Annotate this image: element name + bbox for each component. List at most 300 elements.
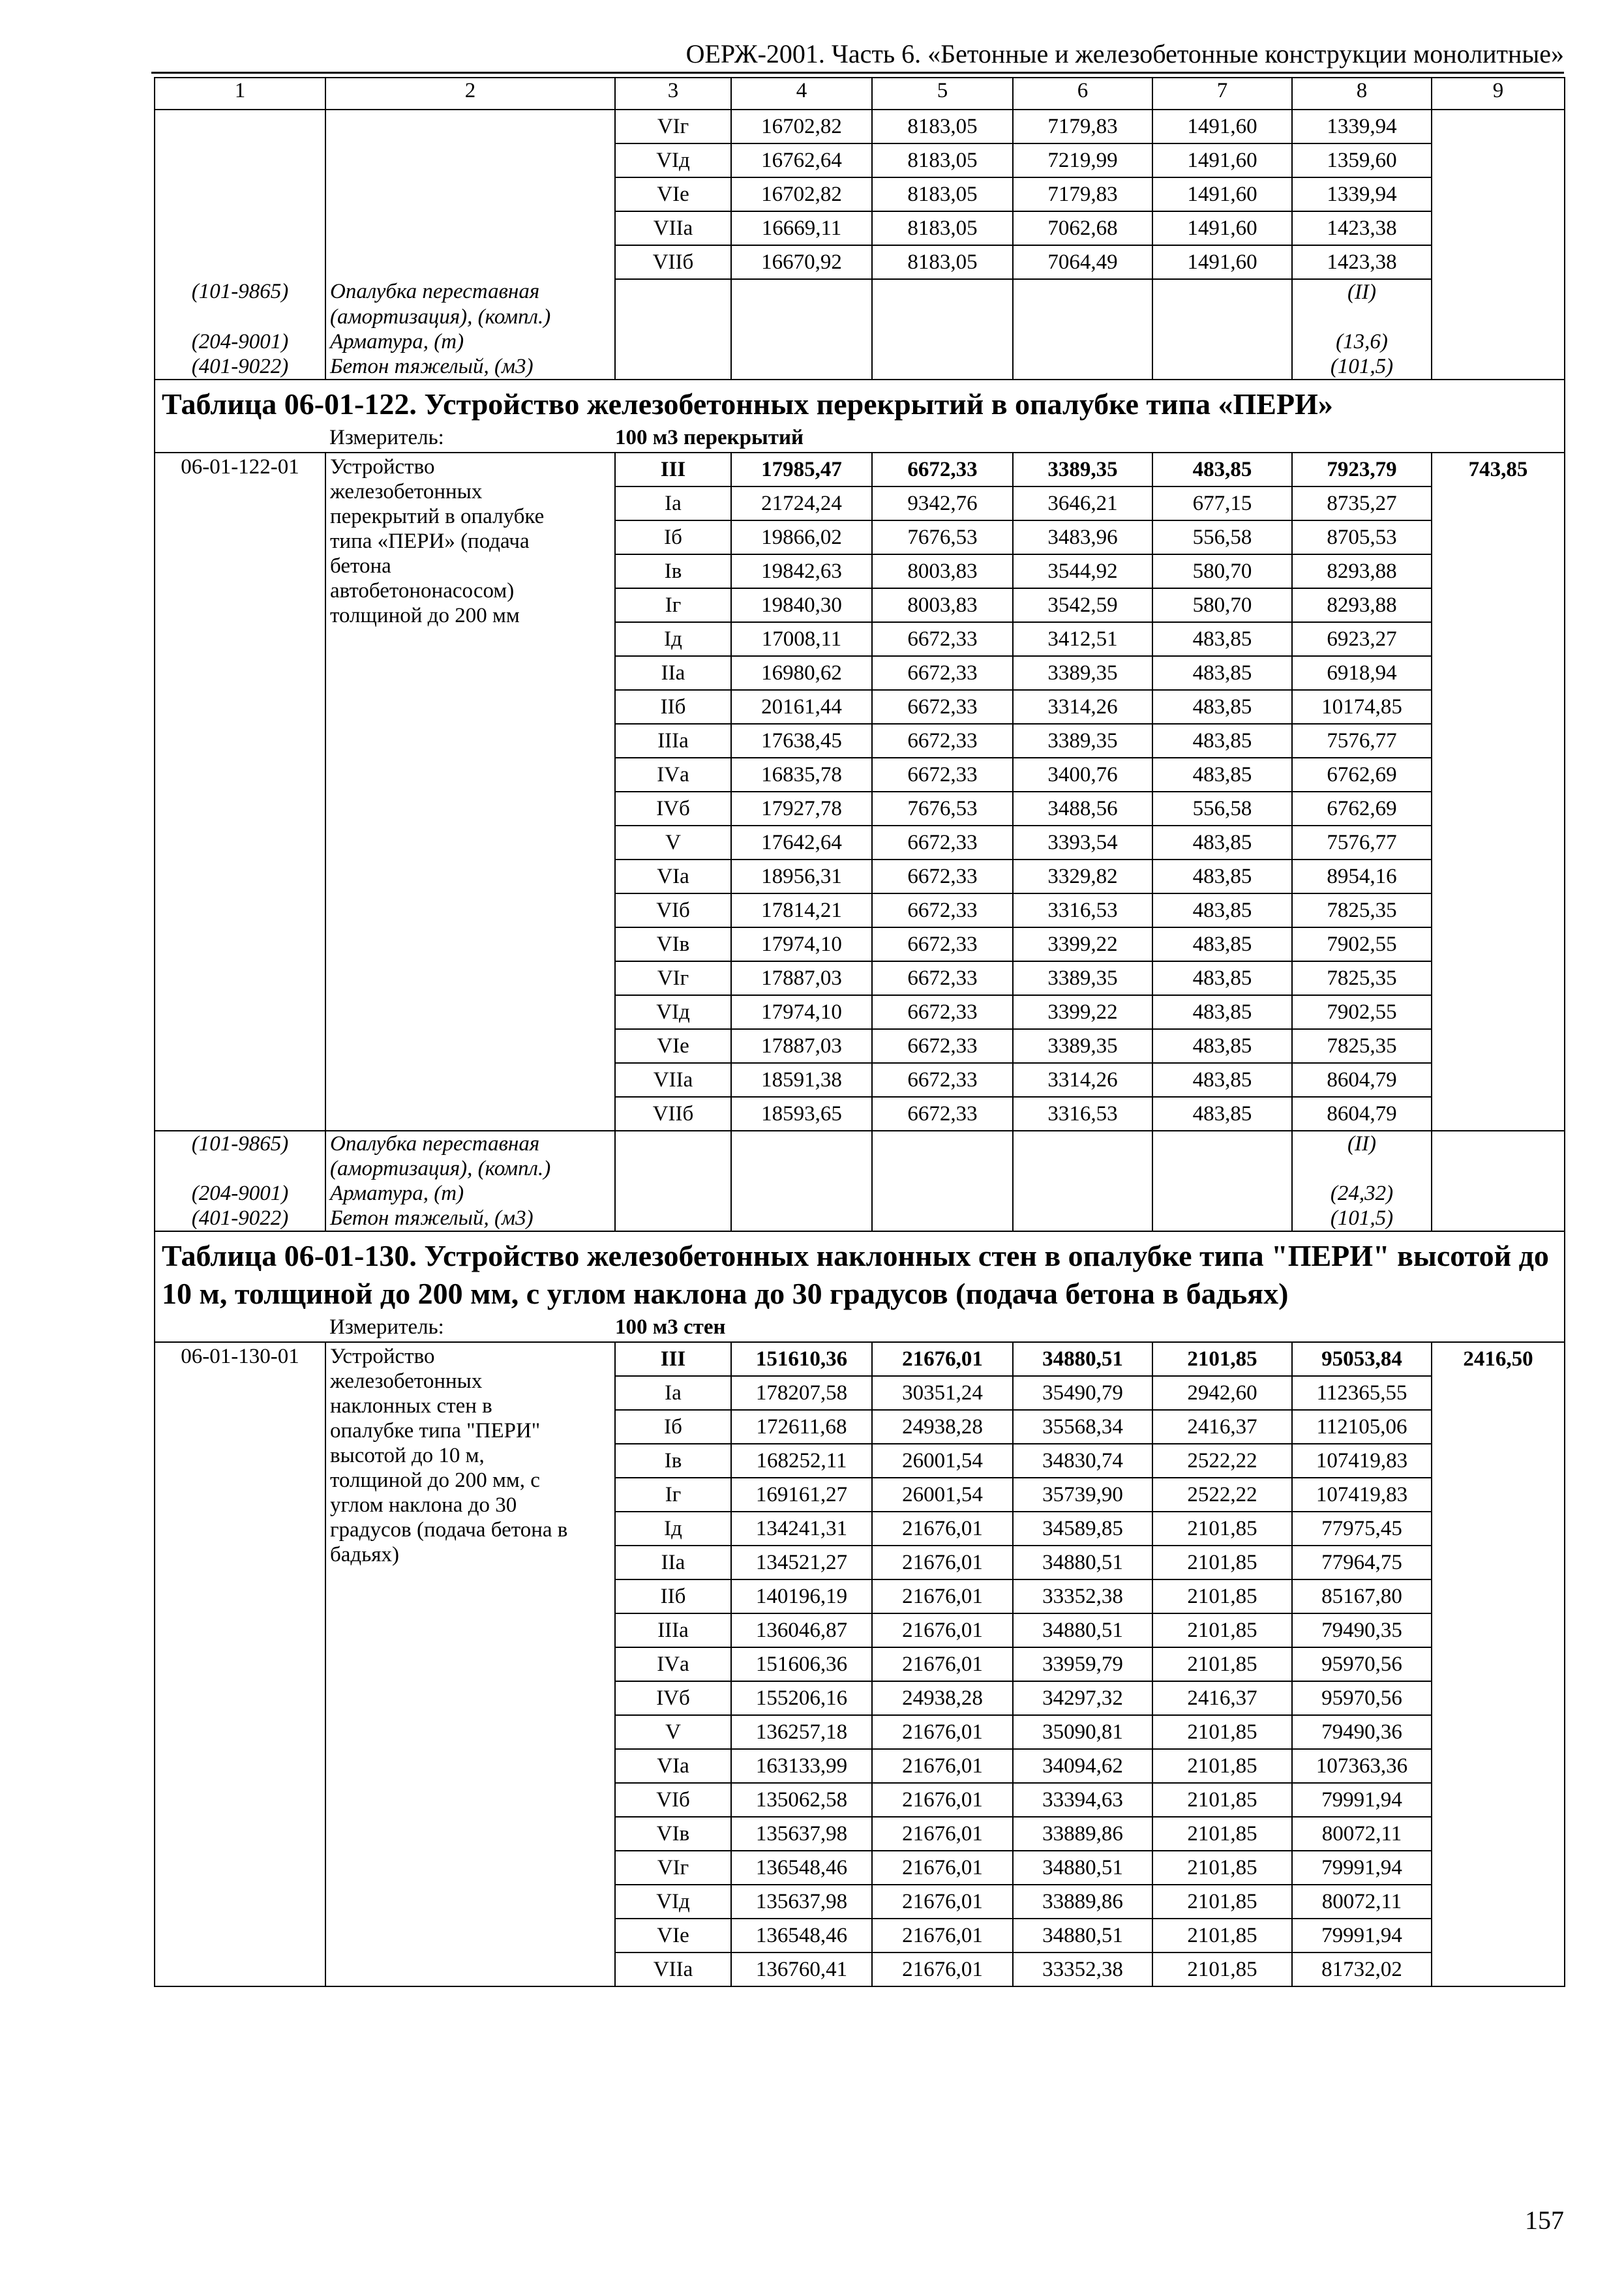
value-cell: 2101,85 xyxy=(1152,1919,1292,1952)
empty-cell xyxy=(1432,143,1565,177)
value-cell: 34880,51 xyxy=(1013,1851,1152,1885)
empty-cell xyxy=(872,329,1013,354)
value-cell: 21676,01 xyxy=(872,1715,1013,1749)
table-title-row xyxy=(155,1231,1565,1313)
value-cell: 35568,34 xyxy=(1013,1410,1152,1444)
value-cell: 85167,80 xyxy=(1292,1579,1432,1613)
value-cell: 6672,33 xyxy=(872,1029,1013,1063)
empty-cell xyxy=(155,211,325,245)
value-cell: 24938,28 xyxy=(872,1681,1013,1715)
value-cell: 26001,54 xyxy=(872,1444,1013,1478)
material-value: (101,5) xyxy=(1292,1206,1432,1231)
value-cell: 3314,26 xyxy=(1013,690,1152,724)
value-cell: 483,85 xyxy=(1152,724,1292,758)
value-cell: 6672,33 xyxy=(872,453,1013,486)
empty-cell xyxy=(1432,305,1565,329)
material-row xyxy=(155,279,1565,305)
empty-cell xyxy=(1432,177,1565,211)
unit-row xyxy=(155,1313,1565,1342)
value-cell: 18956,31 xyxy=(731,860,872,893)
value-cell: 16702,82 xyxy=(731,177,872,211)
value-cell: 483,85 xyxy=(1152,1029,1292,1063)
material-value: (II) xyxy=(1292,279,1432,305)
value-cell: 8293,88 xyxy=(1292,554,1432,588)
value-cell: 17814,21 xyxy=(731,893,872,927)
value-cell: 3316,53 xyxy=(1013,1097,1152,1131)
value-cell: 2101,85 xyxy=(1152,1885,1292,1919)
empty-cell xyxy=(872,1181,1013,1206)
material-name: Бетон тяжелый, (м3) xyxy=(325,1206,615,1231)
empty-cell xyxy=(155,245,325,279)
value-cell: 16835,78 xyxy=(731,758,872,792)
value-cell: 135637,98 xyxy=(731,1817,872,1851)
value-cell: 21676,01 xyxy=(872,1546,1013,1579)
value-cell: 19866,02 xyxy=(731,520,872,554)
material-name: (амортизация), (компл.) xyxy=(325,1156,615,1181)
value-cell: 17974,10 xyxy=(731,995,872,1029)
column-number: 2 xyxy=(325,78,615,110)
zone-cell: VIIа xyxy=(615,1063,731,1097)
value-cell: 34880,51 xyxy=(1013,1919,1152,1952)
unit-value: 100 м3 стен xyxy=(615,1313,1432,1342)
value-cell: 3329,82 xyxy=(1013,860,1152,893)
value-cell: 2101,85 xyxy=(1152,1851,1292,1885)
value-cell: 17974,10 xyxy=(731,927,872,961)
column-number-row xyxy=(155,78,1565,110)
value-cell: 35739,90 xyxy=(1013,1478,1152,1512)
value-cell: 8735,27 xyxy=(1292,486,1432,520)
value-cell: 1491,60 xyxy=(1152,177,1292,211)
value-cell: 6672,33 xyxy=(872,961,1013,995)
zone-cell: VIе xyxy=(615,177,731,211)
unit-label: Измеритель: xyxy=(325,1313,615,1342)
value-cell: 77975,45 xyxy=(1292,1512,1432,1546)
empty-cell xyxy=(615,329,731,354)
zone-cell: IVа xyxy=(615,1647,731,1681)
material-code: (204-9001) xyxy=(155,1181,325,1206)
empty-cell xyxy=(155,423,325,453)
value-cell: 1491,60 xyxy=(1152,110,1292,143)
zone-cell: VIIб xyxy=(615,1097,731,1131)
table-row xyxy=(155,1342,1565,1376)
value-cell: 7825,35 xyxy=(1292,893,1432,927)
value-cell: 1491,60 xyxy=(1152,143,1292,177)
value-cell: 677,15 xyxy=(1152,486,1292,520)
zone-cell: Iд xyxy=(615,1512,731,1546)
value-cell: 134521,27 xyxy=(731,1546,872,1579)
unit-value: 100 м3 перекрытий xyxy=(615,423,1432,453)
description-line: автобетононасосом) xyxy=(330,579,515,603)
zone-cell: Iб xyxy=(615,1410,731,1444)
empty-cell xyxy=(1013,1181,1152,1206)
material-value: (II) xyxy=(1292,1131,1432,1156)
value-cell: 19842,63 xyxy=(731,554,872,588)
material-name: Опалубка переставная xyxy=(325,279,615,305)
value-cell: 21676,01 xyxy=(872,1749,1013,1783)
material-code: (101-9865) xyxy=(155,279,325,305)
zone-cell: V xyxy=(615,1715,731,1749)
value-cell: 79991,94 xyxy=(1292,1851,1432,1885)
value-cell: 21676,01 xyxy=(872,1613,1013,1647)
value-cell: 6672,33 xyxy=(872,1097,1013,1131)
value-cell: 140196,19 xyxy=(731,1579,872,1613)
empty-cell xyxy=(1432,1156,1565,1181)
value-cell: 8003,83 xyxy=(872,588,1013,622)
price-table xyxy=(154,77,1565,1987)
value-cell: 135637,98 xyxy=(731,1885,872,1919)
description-line: бадьях) xyxy=(330,1543,399,1566)
zone-cell: IIа xyxy=(615,1546,731,1579)
empty-cell xyxy=(615,1181,731,1206)
value-cell: 3412,51 xyxy=(1013,622,1152,656)
zone-cell: III xyxy=(615,453,731,486)
value-cell: 18591,38 xyxy=(731,1063,872,1097)
value-cell: 2416,37 xyxy=(1152,1410,1292,1444)
value-cell: 34589,85 xyxy=(1013,1512,1152,1546)
value-cell: 483,85 xyxy=(1152,1063,1292,1097)
value-cell: 17638,45 xyxy=(731,724,872,758)
value-cell: 18593,65 xyxy=(731,1097,872,1131)
value-cell: 35490,79 xyxy=(1013,1376,1152,1410)
table-row xyxy=(155,245,1565,279)
zone-cell: Iв xyxy=(615,554,731,588)
value-cell: 33394,63 xyxy=(1013,1783,1152,1817)
zone-cell: Iд xyxy=(615,622,731,656)
value-cell: 24938,28 xyxy=(872,1410,1013,1444)
value-cell: 33889,86 xyxy=(1013,1885,1152,1919)
value-cell: 95970,56 xyxy=(1292,1647,1432,1681)
table-row xyxy=(155,110,1565,143)
value-cell: 21676,01 xyxy=(872,1817,1013,1851)
value-cell: 178207,58 xyxy=(731,1376,872,1410)
value-cell: 8705,53 xyxy=(1292,520,1432,554)
material-row xyxy=(155,1131,1565,1156)
value-cell: 21676,01 xyxy=(872,1579,1013,1613)
value-cell: 21676,01 xyxy=(872,1885,1013,1919)
value-cell: 2942,60 xyxy=(1152,1376,1292,1410)
description-line: Устройство xyxy=(330,455,435,479)
value-cell: 3314,26 xyxy=(1013,1063,1152,1097)
value-cell: 3400,76 xyxy=(1013,758,1152,792)
value-cell: 483,85 xyxy=(1152,622,1292,656)
value-cell: 136548,46 xyxy=(731,1851,872,1885)
table-row xyxy=(155,177,1565,211)
value-cell: 6672,33 xyxy=(872,860,1013,893)
empty-cell xyxy=(615,1156,731,1181)
value-cell: 6672,33 xyxy=(872,826,1013,860)
value-cell: 3389,35 xyxy=(1013,1029,1152,1063)
page-number: 157 xyxy=(1525,2206,1564,2235)
material-row xyxy=(155,305,1565,329)
zone-cell: IVб xyxy=(615,1681,731,1715)
value-cell: 2101,85 xyxy=(1152,1783,1292,1817)
zone-cell: VIе xyxy=(615,1029,731,1063)
value-cell: 1491,60 xyxy=(1152,245,1292,279)
value-cell: 34830,74 xyxy=(1013,1444,1152,1478)
item-code: 06-01-122-01 xyxy=(155,453,325,1131)
zone-cell: VIIа xyxy=(615,211,731,245)
empty-cell xyxy=(1013,354,1152,380)
empty-cell xyxy=(1152,329,1292,354)
value-cell: 2101,85 xyxy=(1152,1546,1292,1579)
empty-cell xyxy=(731,279,872,305)
table-row xyxy=(155,453,1565,486)
value-cell: 9342,76 xyxy=(872,486,1013,520)
value-cell: 8003,83 xyxy=(872,554,1013,588)
empty-cell xyxy=(872,1156,1013,1181)
material-name: Арматура, (т) xyxy=(325,329,615,354)
col9-value: 743,85 xyxy=(1432,453,1565,1131)
value-cell: 33959,79 xyxy=(1013,1647,1152,1681)
value-cell: 19840,30 xyxy=(731,588,872,622)
zone-cell: VIг xyxy=(615,961,731,995)
material-row xyxy=(155,329,1565,354)
zone-cell: IIIа xyxy=(615,724,731,758)
value-cell: 7923,79 xyxy=(1292,453,1432,486)
value-cell: 3389,35 xyxy=(1013,961,1152,995)
empty-cell xyxy=(1432,110,1565,143)
value-cell: 7676,53 xyxy=(872,520,1013,554)
value-cell: 3646,21 xyxy=(1013,486,1152,520)
value-cell: 136257,18 xyxy=(731,1715,872,1749)
empty-cell xyxy=(155,1313,325,1342)
value-cell: 17927,78 xyxy=(731,792,872,826)
value-cell: 7064,49 xyxy=(1013,245,1152,279)
material-code xyxy=(155,1156,325,1181)
value-cell: 6672,33 xyxy=(872,758,1013,792)
value-cell: 7676,53 xyxy=(872,792,1013,826)
description-line: наклонных стен в xyxy=(330,1394,492,1418)
value-cell: 6762,69 xyxy=(1292,792,1432,826)
value-cell: 2101,85 xyxy=(1152,1647,1292,1681)
value-cell: 7576,77 xyxy=(1292,724,1432,758)
zone-cell: IIб xyxy=(615,690,731,724)
value-cell: 134241,31 xyxy=(731,1512,872,1546)
value-cell: 33352,38 xyxy=(1013,1952,1152,1986)
value-cell: 135062,58 xyxy=(731,1783,872,1817)
zone-cell: III xyxy=(615,1342,731,1376)
value-cell: 7179,83 xyxy=(1013,177,1152,211)
table-title: Таблица 06-01-122. Устройство железобетонных перекрытий в опалубке типа «ПЕРИ» xyxy=(155,380,1565,423)
empty-cell xyxy=(615,1131,731,1156)
value-cell: 17642,64 xyxy=(731,826,872,860)
empty-cell xyxy=(1152,1206,1292,1231)
value-cell: 3393,54 xyxy=(1013,826,1152,860)
value-cell: 483,85 xyxy=(1152,961,1292,995)
value-cell: 2101,85 xyxy=(1152,1749,1292,1783)
value-cell: 7576,77 xyxy=(1292,826,1432,860)
value-cell: 16980,62 xyxy=(731,656,872,690)
column-number: 3 xyxy=(615,78,731,110)
zone-cell: Iг xyxy=(615,1478,731,1512)
value-cell: 151610,36 xyxy=(731,1342,872,1376)
value-cell: 26001,54 xyxy=(872,1478,1013,1512)
value-cell: 483,85 xyxy=(1152,758,1292,792)
value-cell: 8183,05 xyxy=(872,177,1013,211)
value-cell: 6672,33 xyxy=(872,622,1013,656)
description-line: типа «ПЕРИ» (подача xyxy=(330,530,530,553)
material-code: (401-9022) xyxy=(155,1206,325,1231)
value-cell: 21676,01 xyxy=(872,1952,1013,1986)
value-cell: 34297,32 xyxy=(1013,1681,1152,1715)
unit-label: Измеритель: xyxy=(325,423,615,453)
zone-cell: VIе xyxy=(615,1919,731,1952)
value-cell: 172611,68 xyxy=(731,1410,872,1444)
value-cell: 8604,79 xyxy=(1292,1097,1432,1131)
description-line: железобетонных xyxy=(330,480,483,503)
value-cell: 30351,24 xyxy=(872,1376,1013,1410)
value-cell: 483,85 xyxy=(1152,893,1292,927)
value-cell: 580,70 xyxy=(1152,554,1292,588)
value-cell: 7219,99 xyxy=(1013,143,1152,177)
value-cell: 17887,03 xyxy=(731,961,872,995)
material-row xyxy=(155,1181,1565,1206)
zone-cell: IVб xyxy=(615,792,731,826)
value-cell: 2522,22 xyxy=(1152,1478,1292,1512)
zone-cell: Iб xyxy=(615,520,731,554)
running-header: ОЕРЖ-2001. Часть 6. «Бетонные и железобетонные конструкции монолитные» xyxy=(685,39,1564,68)
value-cell: 556,58 xyxy=(1152,792,1292,826)
value-cell: 8293,88 xyxy=(1292,588,1432,622)
value-cell: 10174,85 xyxy=(1292,690,1432,724)
empty-cell xyxy=(731,305,872,329)
zone-cell: VIб xyxy=(615,1783,731,1817)
value-cell: 33889,86 xyxy=(1013,1817,1152,1851)
description-line: бетона xyxy=(330,554,391,578)
value-cell: 3399,22 xyxy=(1013,927,1152,961)
empty-cell xyxy=(1432,354,1565,380)
value-cell: 6923,27 xyxy=(1292,622,1432,656)
value-cell: 77964,75 xyxy=(1292,1546,1432,1579)
unit-row xyxy=(155,423,1565,453)
description-line: толщиной до 200 мм, с xyxy=(330,1469,540,1492)
material-code: (101-9865) xyxy=(155,1131,325,1156)
empty-cell xyxy=(615,279,731,305)
value-cell: 7825,35 xyxy=(1292,1029,1432,1063)
zone-cell: VIд xyxy=(615,995,731,1029)
empty-cell xyxy=(1432,329,1565,354)
zone-cell: Iг xyxy=(615,588,731,622)
value-cell: 7902,55 xyxy=(1292,995,1432,1029)
material-code: (401-9022) xyxy=(155,354,325,380)
value-cell: 107419,83 xyxy=(1292,1478,1432,1512)
value-cell: 3544,92 xyxy=(1013,554,1152,588)
empty-cell xyxy=(1432,1181,1565,1206)
empty-cell xyxy=(1432,211,1565,245)
value-cell: 35090,81 xyxy=(1013,1715,1152,1749)
description-line: железобетонных xyxy=(330,1369,483,1393)
empty-cell xyxy=(872,1131,1013,1156)
column-number: 8 xyxy=(1292,78,1432,110)
empty-cell xyxy=(1152,279,1292,305)
value-cell: 21724,24 xyxy=(731,486,872,520)
value-cell: 168252,11 xyxy=(731,1444,872,1478)
empty-cell xyxy=(731,329,872,354)
value-cell: 8183,05 xyxy=(872,211,1013,245)
empty-cell xyxy=(1432,279,1565,305)
value-cell: 6672,33 xyxy=(872,1063,1013,1097)
empty-cell xyxy=(615,1206,731,1231)
empty-cell xyxy=(1152,354,1292,380)
value-cell: 95053,84 xyxy=(1292,1342,1432,1376)
zone-cell: VIа xyxy=(615,1749,731,1783)
value-cell: 21676,01 xyxy=(872,1851,1013,1885)
zone-cell: V xyxy=(615,826,731,860)
value-cell: 2522,22 xyxy=(1152,1444,1292,1478)
material-code: (204-9001) xyxy=(155,329,325,354)
zone-cell: VIIб xyxy=(615,245,731,279)
value-cell: 3389,35 xyxy=(1013,453,1152,486)
value-cell: 34880,51 xyxy=(1013,1546,1152,1579)
empty-cell xyxy=(731,1181,872,1206)
value-cell: 6672,33 xyxy=(872,656,1013,690)
value-cell: 169161,27 xyxy=(731,1478,872,1512)
item-description xyxy=(325,453,615,1131)
value-cell: 7179,83 xyxy=(1013,110,1152,143)
value-cell: 8604,79 xyxy=(1292,1063,1432,1097)
column-number: 7 xyxy=(1152,78,1292,110)
value-cell: 33352,38 xyxy=(1013,1579,1152,1613)
empty-cell xyxy=(731,1206,872,1231)
value-cell: 16670,92 xyxy=(731,245,872,279)
value-cell: 79991,94 xyxy=(1292,1919,1432,1952)
empty-cell xyxy=(1432,1131,1565,1156)
value-cell: 483,85 xyxy=(1152,860,1292,893)
material-value: (101,5) xyxy=(1292,354,1432,380)
value-cell: 3399,22 xyxy=(1013,995,1152,1029)
empty-cell xyxy=(1013,1206,1152,1231)
empty-cell xyxy=(325,245,615,279)
zone-cell: IIа xyxy=(615,656,731,690)
table-title: Таблица 06-01-130. Устройство железобетонных наклонных стен в опалубке типа "ПЕРИ" высотой до 10 м, толщиной до 200 мм, с углом наклона до 30 градусов (подача бетона в бадьях) xyxy=(155,1231,1565,1313)
value-cell: 80072,11 xyxy=(1292,1817,1432,1851)
value-cell: 1339,94 xyxy=(1292,110,1432,143)
empty-cell xyxy=(1152,305,1292,329)
table-row xyxy=(155,143,1565,177)
value-cell: 3389,35 xyxy=(1013,724,1152,758)
value-cell: 16762,64 xyxy=(731,143,872,177)
value-cell: 1423,38 xyxy=(1292,245,1432,279)
value-cell: 21676,01 xyxy=(872,1919,1013,1952)
value-cell: 6672,33 xyxy=(872,995,1013,1029)
empty-cell xyxy=(1013,1131,1152,1156)
empty-cell xyxy=(1432,245,1565,279)
description-line: Устройство xyxy=(330,1345,435,1368)
zone-cell: VIIа xyxy=(615,1952,731,1986)
empty-cell xyxy=(615,305,731,329)
empty-cell xyxy=(155,177,325,211)
value-cell: 580,70 xyxy=(1152,588,1292,622)
material-name: Опалубка переставная xyxy=(325,1131,615,1156)
material-name: Арматура, (т) xyxy=(325,1181,615,1206)
value-cell: 6918,94 xyxy=(1292,656,1432,690)
value-cell: 6762,69 xyxy=(1292,758,1432,792)
value-cell: 1359,60 xyxy=(1292,143,1432,177)
value-cell: 7825,35 xyxy=(1292,961,1432,995)
zone-cell: VIд xyxy=(615,143,731,177)
material-value xyxy=(1292,1156,1432,1181)
item-description xyxy=(325,1342,615,1986)
column-number: 5 xyxy=(872,78,1013,110)
empty-cell xyxy=(325,143,615,177)
value-cell: 556,58 xyxy=(1152,520,1292,554)
value-cell: 95970,56 xyxy=(1292,1681,1432,1715)
table-row xyxy=(155,211,1565,245)
empty-cell xyxy=(325,110,615,143)
value-cell: 34880,51 xyxy=(1013,1342,1152,1376)
value-cell: 16669,11 xyxy=(731,211,872,245)
value-cell: 2101,85 xyxy=(1152,1715,1292,1749)
